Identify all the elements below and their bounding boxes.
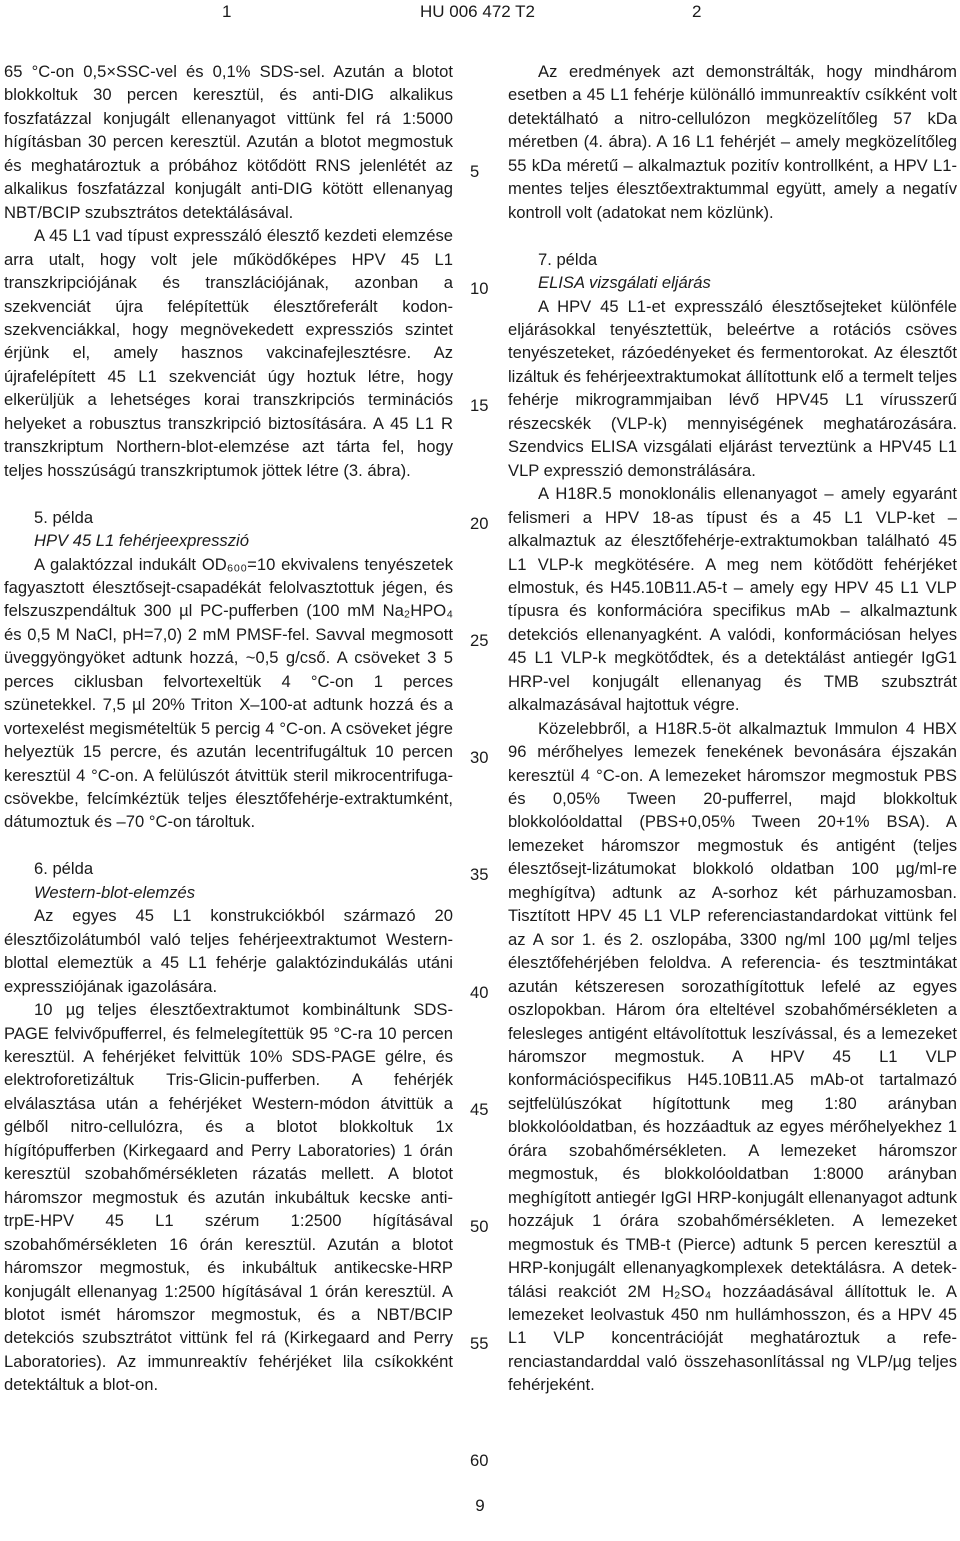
line-number: 20 [470,514,489,533]
right-column [508,60,957,1397]
paragraph: Az egyes 45 L1 konstrukciókból származó 20 élesztőizolátumból való teljes fehérjeextraktumot Western-blottal elemeztük a 45 L1 fehérje galaktózindukálás utáni expressziójának igazolására. [4,906,453,996]
paragraph: A H18R.5 monoklonális ellenanyagot – amely egyaránt felismeri a HPV 18-as típust és a 45 L1 VLP-ket – alkalmaztuk az élesztőfehérje-extraktumokban található 45 L1 VLP-k megkötésére. A meg nem kötődött fehérjéket elmostuk, és H45.10B11.A5-t – amely egy HPV 45 L1 VLP típusra és konformációra specifikus mAb – alkalmaztunk detekciós ellenanyagként. A valódi, konformációsan helyes 45 L1 VLP-k megkötődtek, és a detektálást antiegér IgG1 HRP-vel konjugált ellenanyag és TMB szubsztrát alkalmazásával hajtottuk végre. [508,484,957,715]
line-number: 30 [470,748,489,767]
line-number: 60 [470,1451,489,1470]
page-number: 9 [475,1496,485,1515]
paragraph: A 45 L1 vad típust expresszáló élesztő kezdeti elemzése arra utalt, hogy volt jele működőképes HPV 45 L1 transzkripciójának és transzlációjának, azonban a szekvenciát újra felépítettük élesztőreferált kodonszekvenciákkal, hogy megnövekedett expressziós szintet érjünk el, amely hasznos vakcinafejlesztésre. Az újrafelépített 45 L1 szekvenciát úgy hoztuk létre, hogy elkerüljük a lehetséges korai transzkripciós terminációs helyeket a robusztus transzkripció biztosítására. A 45 L1 R transzkriptum Northern-blot-elemzése azt tárta fel, hogy teljes hosszúságú transzkriptumok jöttek létre (3. ábra). [4,226,453,480]
example-heading: 5. példa [34,507,94,527]
line-number: 55 [470,1334,489,1353]
section-title: ELISA vizsgálati eljárás [538,273,711,293]
page-header [0,0,960,24]
line-number: 5 [470,162,480,181]
paragraph: Közelebbről, a H18R.5-öt alkalmaztuk Immulon 4 HBX 96 mérőhelyes lemezek fenekének bevonására éjszakán keresztül 4 °C-on. A lemezeket háromszor megmostuk PBS és 0,05% Tween 20-pufferrel, majd blokkoltuk blokkolóoldattal (PBS+0,05% Tween 20+1% BSA). A lemezeket háromszor megmostuk és antigént (teljes élesztősejt-lizátumokat blokkoló oldatban 100 µg/ml-re meghígítva) adtunk az A-sorhoz két párhuzamosban. Tisztított HPV 45 L1 VLP referenciastandardokat vittünk fel az A sor 1. és 2. oszlopába, 3300 ng/ml 100 µg/ml teljes élesztőfehérjében feloldva. A referencia- és tesztmintákat azután kétszeresen sorozathígítottuk lefelé az egyes oszlopokban. Három óra elteltével szobahőmérsékleten a felesleges antigént eltávolítottuk leszívással, és a lemezeket háromszor megmostuk. A HPV 45 L1 VLP konformációspecifikus H45.10B11.A5 mAb-ot tartalmazó sejtfelülúszókat hígítottunk meg 1:80 arányban blokkolóoldatban, és hozzáadtuk az egyes mérőhelyekhez 1 órára szobahőmérsékleten. A lemezeket háromszor megmostuk, és blokkolóoldatban 1:8000 arányban meghígított antiegér IgGI HRP-konjugált ellenanyagot adtunk hozzájuk 1 órára szobahőmérsékleten. A lemezeket megmostuk és TMB-t (Pierce) adtunk 5 percen keresztül a HRP-konjugált ellenanyagkomplexek detektálásra. A detektálási reakciót 2M H₂SO₄ hozzáadásával állítottuk le. A lemezeket leolvastuk 450 nm hullámhosszon, és a HPV 45 L1 VLP koncentrációját meghatároztuk a referenciastandarddal való összehasonlítással ng VLP/µg teljes fehérjeként. [508,718,957,1395]
paragraph: Az eredmények azt demonstrálták, hogy mindhárom esetben a 45 L1 fehérje különálló immunreaktív csíkként volt detektálható a nitro-cellulózon megközelítőleg 57 kDa méretben (4. ábra). A 16 L1 fehérjét – amely megközelítőleg 55 kDa méretű – alkalmaztuk pozitív kontrollként, a HPV L1-mentes teljes élesztőextraktummal együtt, amely a negatív kontroll volt (adatokat nem közlünk). [508,62,957,222]
section-title: HPV 45 L1 fehérjeexpresszió [34,531,249,551]
line-number: 35 [470,865,489,884]
left-column [4,60,453,1397]
section-title: Western-blot-elemzés [34,882,196,902]
left-page-number: 1 [222,2,232,21]
patent-number: HU 006 472 T2 [420,2,535,21]
paragraph: 10 µg teljes élesztőextraktumot kombináltunk SDS-PAGE felvivőpufferrel, és felmelegítettük 95 °C-ra 10 percen keresztül. A fehérjéket felvittük 10% SDS-PAGE gélre, és elektroforetizáltuk Tris-Glicin-pufferben. A fehérjék elválasztása után a fehérjéket Western-módon átvittük a gélből nitro-cellulózra, és a blotot blokkoltuk 1x hígítópufferben (Kirkegaard and Perry Laboratories) 1 órán keresztül szobahőmérsékleten rázatás mellett. A blotot háromszor megmostuk és azután inkubáltuk kecske anti-trpE-HPV 45 L1 szérum 1:2500 hígításával szobahőmérsékleten 16 órán keresztül. Azután a blotot háromszor megmostuk, és inkubáltuk antikecske-HRP konjugált ellenanyag 1:2500 hígításával 1 órán keresztül. A blotot ismét háromszor megmostuk, és a NBT/BCIP detekciós szubsztrátot vittünk fel rá (Kirkegaard and Perry Laboratories). Az immunreaktív fehérjéket lila csíkokként detektáltuk a blot-on. [4,1000,453,1395]
right-page-number: 2 [692,2,702,21]
example-heading: 7. példa [538,249,598,269]
line-number: 45 [470,1100,489,1119]
example-heading: 6. példa [34,859,94,879]
line-number: 40 [470,983,489,1002]
line-number: 10 [470,279,489,298]
line-number: 25 [470,631,489,650]
paragraph: 65 °C-on 0,5×SSC-vel és 0,1% SDS-sel. Azután a blotot blokkoltuk 30 percen keresztül, és anti-DIG alkalikus foszfatázzal konjugált ellenanyagot vittünk fel rá 1:5000 hígításban 30 percen keresztül. Azután a blotot megmostuk és meghatároztuk a próbához kötődött RNS jelenlétét az alkalikus foszfatázzal konjugált anti-DIG kötött ellenanyag NBT/BCIP szubsztrátos detektálásával. [4,62,453,222]
paragraph: A HPV 45 L1-et expresszáló élesztősejteket különféle eljárásokkal tenyésztettük, beleértve a rotációs csöves tenyészeteket, rázóedényeket és fermentorokat. Az élesztőt lizáltuk és fehérjeextraktumokat állítottunk elő a termelt teljes fehérje mikrogrammjaiban lévő HPV45 L1 vírusszerű részecskék (VLP-k) mennyiségének meghatározására. Szendvics ELISA vizsgálati eljárást terveztünk a HPV45 L1 VLP expresszió demonstrálására. [508,296,957,480]
line-number: 15 [470,396,489,415]
line-number: 50 [470,1217,489,1236]
paragraph: A galaktózzal indukált OD₆₀₀=10 ekvivalens tenyészetek fagyasztott élesztősejt-csapadékát felolvasztottuk jégen, és felszuszpendáltuk 300 µl PC-pufferben (100 mM Na₂HPO₄ és 0,5 M NaCl, pH=7,0) 2 mM PMSF-fel. Savval megmosott üveggyöngyöket adtunk hozzá, ~0,5 g/cső. A csöveket 3 5 perces ciklusban felvortexeltük 4 °C-on 1 perces szünetekkel. 7,5 µl 20% Triton X–100-at adtunk hozzá és a vortexelést megismételtük 5 percig 4 °C-on. A csöveket jégre helyeztük 15 percre, és azután lecentrifugáltuk 10 percen keresztül 4 °C-on. A felülúszót átvittük steril mikrocentrifugacsövekbe, felcímkéztük teljes élesztőfehérje-extraktumként, dátumoztuk és –70 °C-on tároltuk. [4,554,453,832]
